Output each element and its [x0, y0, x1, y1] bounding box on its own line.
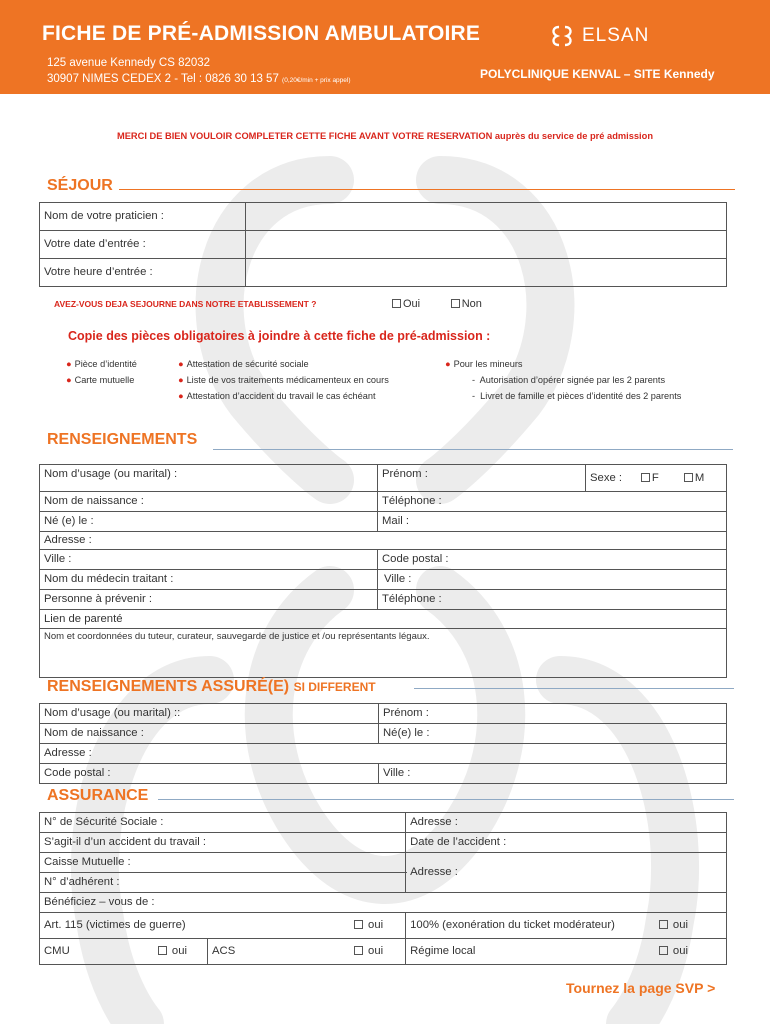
address-line-1: 125 avenue Kennedy CS 82032	[47, 57, 211, 69]
label-caisse-mutuelle[interactable]: Caisse Mutuelle :	[40, 853, 406, 873]
section-title-renseignements: RENSEIGNEMENTS	[47, 431, 198, 448]
table-row	[40, 231, 727, 259]
address-line-2	[47, 73, 351, 85]
list-item: - Livret de famille et pièces d’identité des 2 parents	[472, 391, 682, 401]
label-assure-code-postal[interactable]: Code postal :	[40, 764, 379, 784]
table-row	[40, 259, 727, 287]
elsan-logo-text: ELSAN	[582, 25, 650, 46]
renseignements-table	[39, 464, 727, 678]
label-assure-nom-usage[interactable]: Nom d’usage (ou marital) ::	[40, 704, 379, 724]
label-sexe: Sexe :	[590, 472, 623, 484]
table-row	[40, 203, 727, 231]
elsan-logo-icon	[548, 24, 576, 48]
list-item: ● Liste de vos traitements médicamenteux en cours	[178, 375, 389, 385]
label-oui: Oui	[403, 298, 421, 310]
table-row	[40, 550, 727, 570]
checkbox-oui[interactable]	[392, 299, 401, 308]
label-adherent[interactable]: N° d’adhérent :	[40, 873, 406, 893]
checkbox-exoneration[interactable]	[659, 920, 668, 929]
checkbox-cmu[interactable]	[158, 946, 167, 955]
table-row	[40, 590, 727, 610]
label-medecin[interactable]: Nom du médecin traitant :	[40, 570, 378, 590]
label-adresse[interactable]: Adresse :	[40, 532, 727, 550]
checkbox-art115[interactable]	[354, 920, 363, 929]
checkbox-acs[interactable]	[354, 946, 363, 955]
documents-list-2	[178, 356, 389, 404]
bullet-icon: ●	[178, 391, 184, 401]
table-row	[40, 893, 727, 913]
site-name: POLYCLINIQUE KENVAL – SITE Kennedy	[480, 67, 715, 81]
label-heure-entree: Votre heure d’entrée :	[40, 259, 246, 287]
bullet-icon: ●	[66, 375, 72, 385]
cmu-cell: CMU oui	[40, 939, 208, 965]
label-date-entree: Votre date d’entrée :	[40, 231, 246, 259]
sejour-table	[39, 202, 727, 287]
bullet-icon: ●	[178, 375, 184, 385]
list-item: ● Carte mutuelle	[66, 375, 135, 385]
list-item: ● Pièce d’identité	[66, 359, 137, 369]
table-row	[40, 492, 727, 512]
label-date-accident[interactable]: Date de l’accident :	[406, 833, 727, 853]
label-assurance-adresse[interactable]: Adresse :	[406, 813, 727, 833]
label-tuteur[interactable]: Nom et coordonnées du tuteur, curateur, sauvegarde de justice et /ou représentants légaux.	[40, 629, 727, 678]
label-assure-nom-naissance[interactable]: Nom de naissance :	[40, 724, 379, 744]
documents-list-3	[445, 356, 681, 404]
form-title: FICHE DE PRÉ-ADMISSION AMBULATOIRE	[42, 22, 481, 45]
label-non: Non	[461, 298, 482, 310]
label-mail[interactable]: Mail :	[378, 512, 727, 532]
elsan-logo	[548, 24, 649, 48]
section-divider	[119, 189, 735, 190]
table-row	[40, 532, 727, 550]
label-nom-usage[interactable]: Nom d’usage (ou marital) :	[40, 465, 378, 492]
label-beneficiez: Bénéficiez – vous de :	[40, 893, 727, 913]
question-deja-sejourne: AVEZ-VOUS DEJA SEJOURNE DANS NOTRE ETABLISSEMENT ?	[54, 299, 317, 309]
label-ville-medecin[interactable]: Ville :	[378, 570, 727, 590]
section-divider	[414, 688, 734, 689]
table-row	[40, 939, 727, 965]
turn-page-text: Tournez la page SVP >	[566, 980, 716, 996]
address-phone: 30907 NIMES CEDEX 2 - Tel : 0826 30 13 57	[47, 73, 279, 85]
label-accident-travail[interactable]: S’agit-il d’un accident du travail :	[40, 833, 406, 853]
label-personne-prevenir[interactable]: Personne à prévenir :	[40, 590, 378, 610]
bullet-icon: ●	[178, 359, 184, 369]
table-row	[40, 813, 727, 833]
label-assure-prenom[interactable]: Prénom :	[379, 704, 727, 724]
table-row	[40, 833, 727, 853]
regime-cell: Régime local oui	[406, 939, 727, 965]
table-row	[40, 610, 727, 629]
table-row	[40, 570, 727, 590]
checkbox-f[interactable]	[641, 473, 650, 482]
notice-text: MERCI DE BIEN VOULOIR COMPLETER CETTE FICHE AVANT VOTRE RESERVATION auprès du service de pré admission	[116, 131, 654, 141]
list-item: ● Pour les mineurs	[445, 359, 523, 369]
copies-title: Copie des pièces obligatoires à joindre à cette fiche de pré-admission :	[68, 329, 491, 343]
table-row	[40, 629, 727, 678]
label-assure-adresse[interactable]: Adresse :	[40, 744, 727, 764]
label-praticien: Nom de votre praticien :	[40, 203, 246, 231]
table-row	[40, 744, 727, 764]
table-row	[40, 465, 727, 492]
table-row	[40, 704, 727, 724]
label-assure-ne-le[interactable]: Né(e) le :	[379, 724, 727, 744]
section-title-sejour: SÉJOUR	[47, 177, 113, 194]
list-item: ● Attestation d’accident du travail le cas échéant	[178, 391, 376, 401]
table-row	[40, 913, 727, 939]
label-telephone-2[interactable]: Téléphone :	[378, 590, 727, 610]
checkbox-m[interactable]	[684, 473, 693, 482]
assure-table	[39, 703, 727, 784]
address-note: (0,20€/min + prix appel)	[282, 77, 351, 84]
sejourne-options	[392, 298, 482, 310]
table-row	[40, 764, 727, 784]
label-ne-le[interactable]: Né (e) le :	[40, 512, 378, 532]
assurance-table	[39, 812, 727, 965]
label-nom-naissance[interactable]: Nom de naissance :	[40, 492, 378, 512]
praticien-field[interactable]	[246, 203, 727, 231]
section-title-assurance: ASSURANCE	[47, 787, 149, 804]
checkbox-non[interactable]	[451, 299, 460, 308]
label-secu[interactable]: N° de Sécurité Sociale :	[40, 813, 406, 833]
section-title-assure: RENSEIGNEMENTS ASSURÉ(E) SI DIFFERENT	[47, 678, 376, 695]
header-banner	[0, 0, 770, 94]
checkbox-regime[interactable]	[659, 946, 668, 955]
label-lien-parente[interactable]: Lien de parenté	[40, 610, 727, 629]
label-assure-ville[interactable]: Ville :	[379, 764, 727, 784]
heure-entree-field[interactable]	[246, 259, 727, 287]
exoneration-cell: 100% (exonération du ticket modérateur) oui	[406, 913, 727, 939]
bullet-icon: ●	[66, 359, 72, 369]
list-item: - Autorisation d’opérer signée par les 2 parents	[472, 375, 666, 385]
label-mutuelle-adresse[interactable]: Adresse :	[406, 853, 727, 893]
table-row	[40, 853, 727, 873]
date-entree-field[interactable]	[246, 231, 727, 259]
table-row	[40, 724, 727, 744]
label-code-postal[interactable]: Code postal :	[378, 550, 727, 570]
label-prenom[interactable]: Prénom :	[378, 465, 586, 492]
bullet-icon: ●	[445, 359, 451, 369]
label-ville[interactable]: Ville :	[40, 550, 378, 570]
list-item: ● Attestation de sécurité sociale	[178, 359, 309, 369]
art115-cell: Art. 115 (victimes de guerre) oui	[40, 913, 406, 939]
label-telephone[interactable]: Téléphone :	[378, 492, 727, 512]
section-divider	[158, 799, 734, 800]
section-divider	[213, 449, 733, 450]
documents-list-1	[66, 356, 137, 388]
sexe-cell: Sexe : F M	[586, 465, 727, 492]
table-row	[40, 512, 727, 532]
acs-cell: ACS oui	[208, 939, 406, 965]
